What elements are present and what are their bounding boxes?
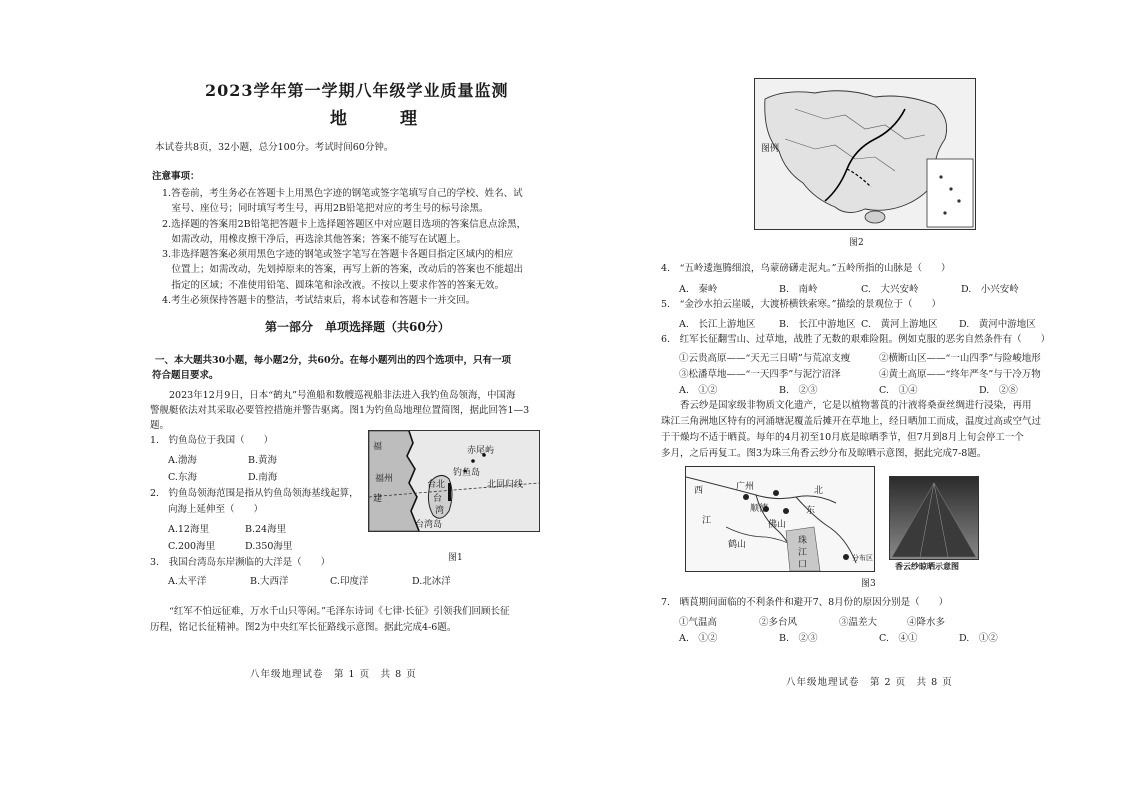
q3-option-a[interactable]: A.太平洋: [168, 576, 207, 587]
page-footer: 八年级地理试卷 第 2 页 共 8 页: [786, 677, 953, 688]
fig1-label: 福州: [375, 474, 394, 484]
left-page: [0, 0, 561, 794]
question-3: 3. 我国台湾岛东岸濒临的大洋是（ ）: [150, 557, 331, 568]
fig1-label: 台北: [427, 480, 446, 490]
fig3-label: 广州: [736, 482, 755, 492]
q5-option-d[interactable]: D. 黄河中游地区: [959, 319, 1036, 330]
fig1-label: 北回归线: [487, 480, 524, 490]
q4-option-a[interactable]: A. 秦岭: [679, 284, 718, 295]
question-5: 5. “金沙水拍云崖暖，大渡桥横铁索寒。”描绘的景观位于（ ）: [661, 299, 942, 310]
figure-2-caption: 图2: [849, 238, 864, 248]
fig3-label: 江: [798, 548, 808, 558]
notes-list: [162, 186, 526, 308]
part-title: 第一部分 单项选择题（共60分）: [265, 320, 450, 334]
q6-option-a[interactable]: A. ①②: [679, 385, 718, 396]
exam-subject: 地 理: [330, 109, 435, 129]
q7-option-a[interactable]: A. ①②: [679, 633, 718, 644]
q2-option-d[interactable]: D.350海里: [245, 541, 293, 552]
fig1-label: 湾: [435, 506, 445, 516]
note-line: 位置上；如需改动，先划掉原来的答案，再写上新的答案，改动后的答案也不能超出: [162, 264, 524, 276]
fig1-label: 福: [373, 442, 383, 452]
note-line: 2.选择题的答案用2B铅笔把答题卡上选择题答题区中对应题目选项的答案信息点涂黑，: [162, 218, 527, 230]
note-line: 指定的区域；不准使用铅笔、圆珠笔和涂改液。不按以上要求作答的答案无效。: [162, 279, 505, 291]
fig3-label: 珠: [798, 536, 808, 546]
question-4: 4. “五岭逶迤腾细浪，乌蒙磅礴走泥丸。”五岭所指的山脉是（ ）: [661, 263, 951, 274]
q4-option-d[interactable]: D. 小兴安岭: [961, 284, 1019, 295]
exam-title: 2023学年第一学期八年级学业质量监测: [205, 81, 509, 100]
figure-3-photo-caption: 香云纱晾晒示意图: [895, 561, 959, 571]
question-1: 1. 钓鱼岛位于我国（ ）: [150, 435, 274, 446]
passage-1: 2023年12月9日，日本“鹤丸”号渔船和数艘巡视船非法进入我钓鱼岛领海，中国海 警舰艇依法对其采取必要管控措施并警告驱离。图1为钓鱼岛地理位置简图，据此回答1—3 题。: [150, 390, 530, 431]
q4-option-c[interactable]: C. 大兴安岭: [861, 284, 919, 295]
q7-item-1: ①气温高: [679, 617, 718, 628]
q4-option-b[interactable]: B. 南岭: [779, 284, 818, 295]
q6-option-c[interactable]: C. ①④: [879, 385, 918, 396]
question-2-cont: 向海上延伸至（ ）: [168, 504, 264, 515]
figure-2-map: [754, 78, 976, 230]
q7-option-b[interactable]: B. ②③: [779, 633, 818, 644]
fig3-label: 江: [702, 516, 712, 526]
q5-option-c[interactable]: C. 黄河上游地区: [861, 319, 938, 330]
fig3-legend-label: 分布区: [852, 554, 873, 562]
q3-option-d[interactable]: D.北冰洋: [412, 576, 451, 587]
right-page: [561, 0, 1123, 794]
figure-1-caption: 图1: [448, 553, 463, 563]
q6-item-2: ②横断山区——“一山四季”与险峻地形: [879, 353, 1041, 364]
note-line: 如需改动，用橡皮擦干净后，再选涂其他答案；答案不能写在试题上。: [162, 233, 467, 245]
q6-option-d[interactable]: D. ②⑧: [979, 385, 1018, 396]
question-6: 6. 红军长征翻雪山、过草地，战胜了无数的艰难险阻。例如克服的恶劣自然条件有（ ）: [661, 334, 1051, 345]
q1-option-d[interactable]: D.南海: [248, 472, 278, 483]
q6-item-1: ①云贵高原——“天无三日晴”与荒凉支瘦: [679, 353, 851, 364]
fig3-label: 西: [694, 486, 704, 496]
q2-option-a[interactable]: A.12海里: [168, 524, 209, 535]
question-2: 2. 钓鱼岛领海范围是指从钓鱼岛领海基线起算，: [150, 488, 359, 499]
q6-option-b[interactable]: B. ②③: [779, 385, 818, 396]
q7-item-3: ③温差大: [839, 617, 878, 628]
note-line: 室号、座位号；同时填写考生号，再用2B铅笔把对应的考生号的标号涂黑。: [162, 203, 489, 215]
fig3-label: 东: [806, 506, 816, 516]
figure-1-map: [368, 430, 540, 532]
fig1-label: 台: [433, 494, 443, 504]
fig2-legend-label: 图例: [761, 144, 780, 154]
section-intro: 一、本大题共30小题，每小题2分，共60分。在每小题列出的四个选项中，只有一项: [155, 355, 512, 366]
figure-3-caption: 图3: [861, 579, 876, 589]
fig3-label: 北: [814, 486, 824, 496]
figure-3-photo: [889, 476, 979, 560]
fig1-label: 钓鱼岛: [453, 468, 481, 478]
q3-option-c[interactable]: C.印度洋: [330, 576, 369, 587]
fig1-label: 台湾岛: [415, 520, 443, 530]
q5-option-b[interactable]: B. 长江中游地区: [779, 319, 856, 330]
note-line: 4.考生必须保持答题卡的整洁，考试结束后，将本试卷和答题卡一并交回。: [162, 295, 476, 307]
q3-option-b[interactable]: B.大西洋: [250, 576, 289, 587]
fig3-label: 鹤山: [728, 540, 747, 550]
fig3-label: 顺德: [750, 504, 769, 514]
q1-option-a[interactable]: A.渤海: [168, 455, 197, 466]
note-line: 3.非选择题答案必须用黑色字迹的钢笔或签字笔写在答题卡各题目指定区域内的相应: [162, 249, 514, 261]
q6-item-4: ④黄土高原——“终年严冬”与干冷万物: [879, 369, 1041, 380]
q7-option-d[interactable]: D. ①②: [959, 633, 998, 644]
q1-option-c[interactable]: C.东海: [168, 472, 197, 483]
q6-item-3: ③松潘草地——“一天四季”与泥泞沼泽: [679, 369, 841, 380]
figure-2-map-art: [755, 79, 975, 229]
q2-option-c[interactable]: C.200海里: [168, 541, 216, 552]
q7-item-4: ④降水多: [907, 617, 946, 628]
passage-2: “红军不怕远征难，万水千山只等闲。”毛泽东诗词《七律·长征》引领我们回顾长征 历程，铭记长征精神。图2为中央红军长征路线示意图。据此完成4-6题。: [150, 606, 510, 633]
q5-option-a[interactable]: A. 长江上游地区: [679, 319, 756, 330]
figure-3-map: [685, 466, 875, 572]
page-footer: 八年级地理试卷 第 1 页 共 8 页: [250, 669, 417, 680]
q7-option-c[interactable]: C. ④①: [879, 633, 918, 644]
exam-info: 本试卷共8页，32小题，总分100分。考试时间60分钟。: [155, 142, 394, 153]
q1-option-b[interactable]: B.黄海: [248, 455, 278, 466]
fig3-label: 佛山: [768, 520, 787, 530]
passage-3: 香云纱是国家级非物质文化遗产，它是以植物薯莨的汁液将桑蚕丝绸进行浸染，再用 珠江三角洲地区特有的河涌塘泥覆盖后摊开在草地上，经日晒加工而成，温度过高或空气过 于干燥均不适于晒莨。每年的4月初至10月底是晾晒季节，但7月到8月上旬会停工一个 多月，之后再复工。图3为珠三角香云纱分布及晾晒示意图，据此完成7-8题。: [661, 400, 1042, 459]
q7-item-2: ②多台风: [759, 617, 798, 628]
note-line: 1.答卷前，考生务必在答题卡上用黑色字迹的钢笔或签字笔填写自己的学校、姓名、试: [162, 188, 523, 199]
photo-art: [890, 477, 978, 559]
fig3-label: 口: [798, 560, 808, 570]
fig1-label: 建: [373, 494, 383, 504]
fig1-label: 赤尾屿: [467, 446, 495, 456]
question-7: 7. 晒莨期间面临的不利条件和避开7、8月份的原因分别是（ ）: [661, 597, 949, 608]
q2-option-b[interactable]: B.24海里: [245, 524, 287, 535]
notes-title: 注意事项：: [152, 171, 200, 182]
section-intro-cont: 符合题目要求。: [152, 370, 219, 381]
